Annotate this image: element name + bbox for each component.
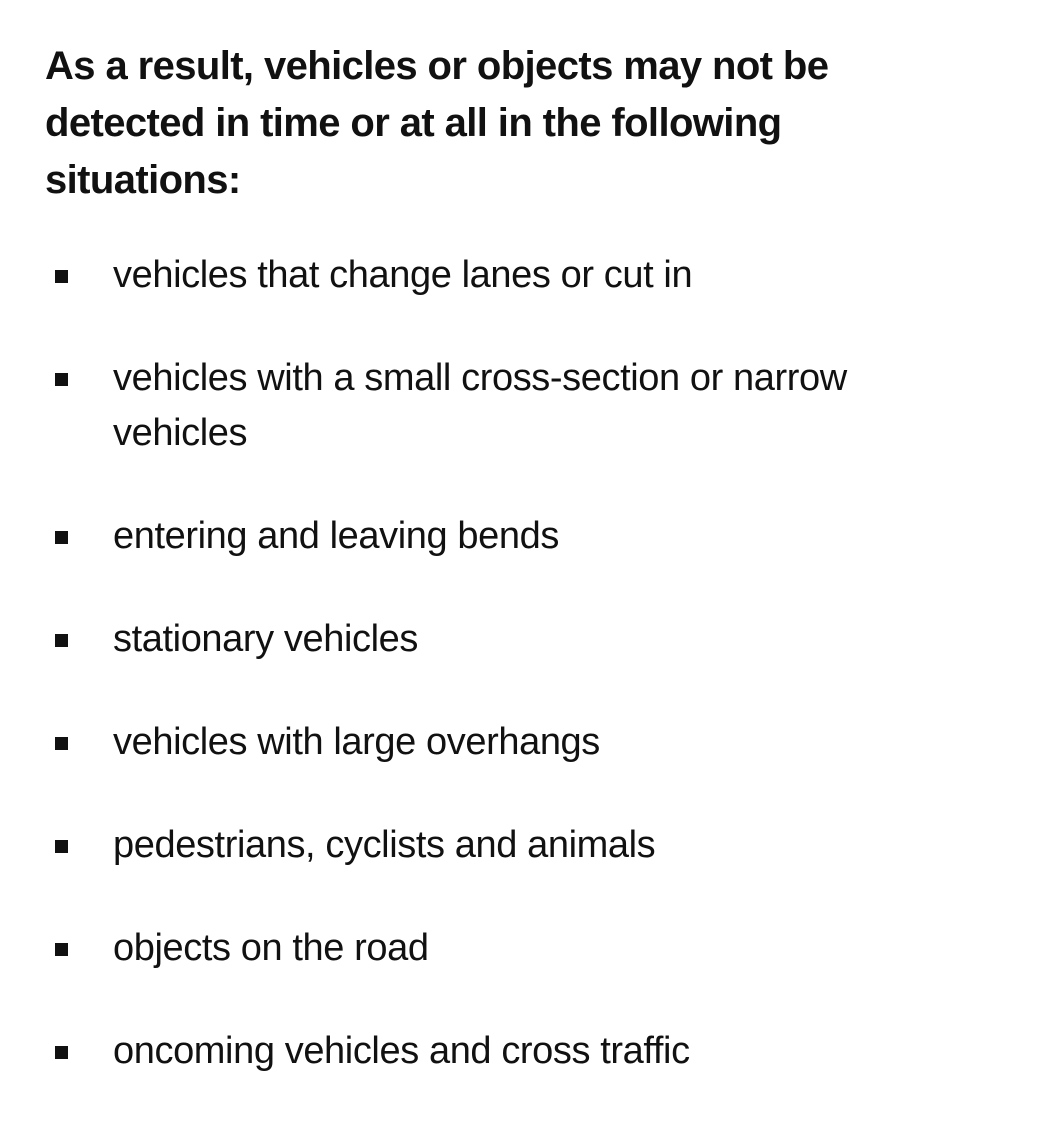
list-item-text: objects on the road <box>113 927 429 969</box>
square-bullet-icon <box>55 1046 68 1059</box>
list-item-text: oncoming vehicles and cross traffic <box>113 1030 690 1072</box>
list-item <box>45 1024 1005 1079</box>
list-item <box>45 715 1005 770</box>
list-item-text: vehicles that change lanes or cut in <box>113 254 693 296</box>
list-item <box>45 248 1005 303</box>
list-item-text: stationary vehicles <box>113 618 418 660</box>
list-item <box>45 921 1005 976</box>
square-bullet-icon <box>55 943 68 956</box>
list-item-text: vehicles with a small cross-section or narrow vehicles <box>113 357 847 454</box>
list-item <box>45 351 1005 461</box>
section-heading: As a result, vehicles or objects may not be detected in time or at all in the following situations: <box>45 44 829 202</box>
square-bullet-icon <box>55 373 68 386</box>
situations-list <box>45 248 1005 1127</box>
square-bullet-icon <box>55 840 68 853</box>
list-item <box>45 818 1005 873</box>
list-item-text: pedestrians, cyclists and animals <box>113 824 656 866</box>
square-bullet-icon <box>55 270 68 283</box>
list-item <box>45 509 1005 564</box>
list-item-text: entering and leaving bends <box>113 515 559 557</box>
list-item-text: vehicles with large overhangs <box>113 721 600 763</box>
list-item <box>45 612 1005 667</box>
square-bullet-icon <box>55 737 68 750</box>
square-bullet-icon <box>55 531 68 544</box>
square-bullet-icon <box>55 634 68 647</box>
